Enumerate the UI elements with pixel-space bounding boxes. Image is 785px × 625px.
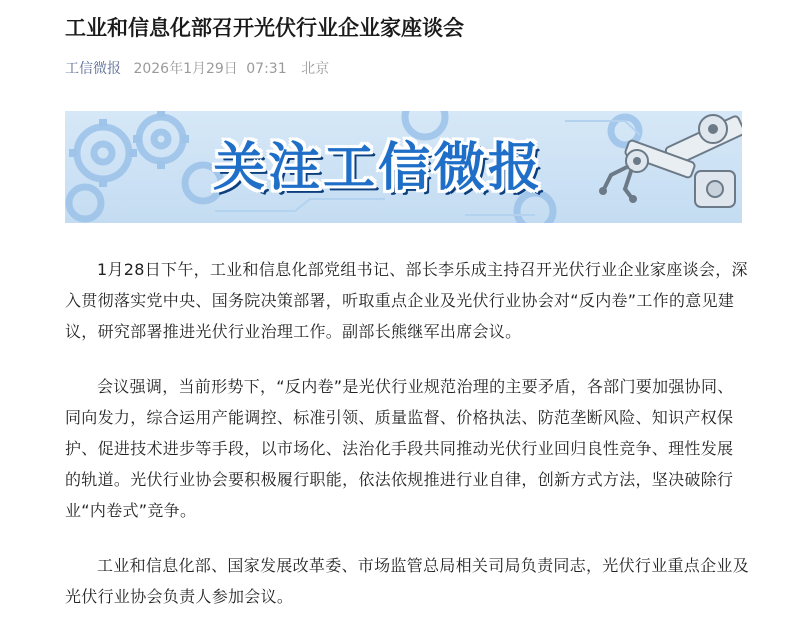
publish-time: 07:31	[246, 61, 287, 77]
publish-date: 2026年1月29日	[133, 61, 238, 77]
article-meta	[65, 59, 329, 79]
article-paragraph-1: 1月28日下午，工业和信息化部党组书记、部长李乐成主持召开光伏行业企业家座谈会，深入贯彻落实党中央、国务院决策部署，听取重点企业及光伏行业协会对“反内卷”工作的意见建议，研究部署推进光伏行业治理工作。副部长熊继军出席会议。	[65, 260, 748, 341]
banner-title: 关注工信微报	[213, 138, 544, 198]
author-link[interactable]: 工信微报	[65, 61, 121, 77]
article-title: 工业和信息化部召开光伏行业企业家座谈会	[65, 16, 464, 40]
banner-image	[65, 111, 742, 223]
publish-location: 北京	[301, 61, 330, 77]
article-paragraph-3: 工业和信息化部、国家发展改革委、市场监管总局相关司局负责同志，光伏行业重点企业及光伏行业协会负责人参加会议。	[65, 556, 750, 606]
article-paragraph-2: 会议强调，当前形势下，“反内卷”是光伏行业规范治理的主要矛盾，各部门要加强协同、同向发力，综合运用产能调控、标准引领、质量监督、价格执法、防范垄断风险、知识产权保护、促进技术进步等手段，以市场化、法治化手段共同推动光伏行业回归良性竞争、理性发展的轨道。光伏行业协会要积极履行职能，依法依规推进行业自律，创新方式方法，坚决破除行业“内卷式”竞争。	[65, 377, 734, 520]
